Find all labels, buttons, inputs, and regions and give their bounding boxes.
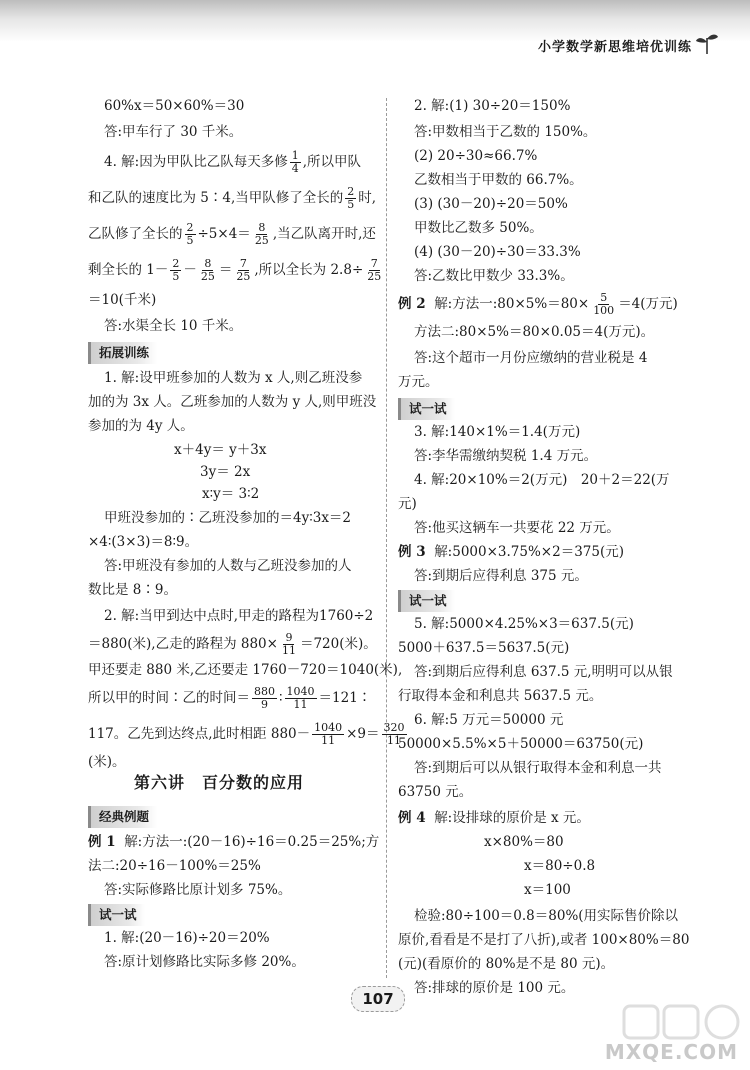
problem-4-line-3: 乙队修了全长的 $\frac{2}{5}$ ÷5×4＝ $\frac{8}{25}$ ,当乙队离开时,还 [88,221,376,247]
answer-line: 答:李华需缴纳契税 1.4 万元。 [414,448,598,464]
equation-line: x＋4y＝ y＋3x [174,442,267,458]
example-1-line-1: 例 1 解:方法一:(20－16)÷16＝0.25＝25%;方 [88,834,380,850]
fraction: $\frac{8}{25}$ [254,221,269,247]
problem-4-line-1: 4. 解:因为甲队比乙队每天多修 $\frac{1}{4}$ ,所以甲队 [104,149,362,175]
answer-line: 答:到期后应得利息 375 元。 [414,568,588,584]
section-tag-try-it: 试一试 [398,398,455,420]
section-tag-classic-examples: 经典例题 [88,806,157,828]
fraction: $\frac{7}{25}$ [367,257,382,283]
text-line: 6. 解:5 万元＝50000 元 [414,712,564,728]
answer-line: 答:他买这辆车一共要花 22 万元。 [414,520,620,536]
text-line: 4. 解:20×10%＝2(万元) 20＋2＝22(万 [414,472,670,488]
problem-4-line-4: 剩全长的 1－ $\frac{2}{5}$ － $\frac{8}{25}$ ＝ $\frac{7}{25}$ ,所以全长为 2.8÷ $\frac{7}{25}$ [88,257,382,283]
text-line: (2) 20÷30≈66.7% [414,148,538,164]
text-line: 1. 解:设甲班参加的人数为 x 人,则乙班没参 [104,370,363,386]
answer-line: 63750 元。 [398,784,473,800]
fraction: $\frac{5}{100}$ [593,291,615,317]
fraction: $\frac{7}{25}$ [236,257,251,283]
text-line: 所以甲的时间∶乙的时间＝ $\frac{880}{9}$ ∶ $\frac{1040}{11}$ ＝121∶ [88,685,372,711]
fraction: $\frac{9}{11}$ [281,631,296,657]
example-3-line-1: 例 3 解:5000×3.75%×2＝375(元) [398,544,624,560]
equation-line: x＝80÷0.8 [524,858,596,874]
answer-line: 答:乙数比甲数少 33.3%。 [414,268,574,284]
running-header-title: 小学数学新思维培优训练 [537,40,692,55]
example-2-line-1: 例 2 解:方法一:80×5%＝80× $\frac{5}{100}$ ＝4(万元) [398,291,678,317]
fraction: $\frac{1040}{11}$ [286,685,315,711]
example-label: 例 1 [88,834,116,850]
answer-line: 答:水渠全长 10 千米。 [104,318,243,334]
section-tag-extension-training: 拓展训练 [88,342,157,364]
fraction: $\frac{1040}{11}$ [314,721,343,747]
text-line: 60%x＝50×60%＝30 [104,98,245,114]
answer-line: 答:甲班没有参加的人数与乙班没参加的人 [104,558,352,574]
text-line: 原价,看看是不是打了八折),或者 100×80%＝80 [398,932,690,948]
text-line: ＝10(千米) [88,292,157,308]
text-line: 检验:80÷100＝0.8＝80%(用实际售价除以 [414,908,679,924]
answer-line: 答:到期后可以从银行取得本金和利息一共 [414,760,662,776]
section-tag-try-it: 试一试 [398,590,455,612]
fraction: $\frac{2}{5}$ [172,257,180,283]
answer-line: 答:原计划修路比实际多修 20%。 [104,954,305,970]
answer-line: 答:实际修路比原计划多 75%。 [104,882,292,898]
answer-line: 答:排球的原价是 100 元。 [414,980,575,996]
text-line: 甲班没参加的∶乙班没参加的＝4y∶3x＝2 [104,510,352,526]
text-line: ×4∶(3×3)＝8∶9。 [88,534,199,550]
example-4-line-1: 例 4 解:设排球的原价是 x 元。 [398,810,590,826]
answer-line: 行取得本金和利息共 5637.5 元。 [398,688,603,704]
watermark-url: MXQE.COM [604,1040,738,1064]
equation-line: x×80%＝80 [484,834,564,850]
text-line: 5000＋637.5＝5637.5(元) [398,640,570,656]
text-line: 方法二:80×5%＝80×0.05＝4(万元)。 [414,324,655,340]
problem-4-line-2: 和乙队的速度比为 5∶4,当甲队修了全长的 $\frac{2}{5}$ 时, [88,185,377,211]
chapter-title: 第六讲 百分数的应用 [134,773,305,792]
fraction: $\frac{8}{25}$ [200,257,215,283]
example-label: 例 3 [398,544,426,560]
text-line: 117。乙先到达终点,此时相距 880－ $\frac{1040}{11}$ ×9＝ $\frac{320}{11}$ [88,721,405,747]
page-number: 107 [351,986,405,1012]
equation-line: x＝100 [524,882,571,898]
sprout-icon [694,30,720,56]
text-line: 甲还要走 880 米,乙还要走 1760－720＝1040(米), [88,662,403,678]
text-line: (元)(看原价的 80%是不是 80 元)。 [398,956,615,972]
equation-line: x∶y＝ 3∶2 [202,486,260,502]
text-line: (米)。 [88,754,126,770]
text-line: 50000×5.5%×5＋50000＝63750(元) [398,736,644,752]
answer-line: 答:到期后应得利息 637.5 元,明明可以从银 [414,664,673,680]
fraction: $\frac{320}{11}$ [383,721,405,747]
watermark-logo-icon [622,1002,742,1042]
text-line: 参加的为 4y 人。 [88,418,194,434]
text-line: 5. 解:5000×4.25%×3＝637.5(元) [414,616,634,632]
text-line: 加的为 3x 人。乙班参加的人数为 y 人,则甲班没 [88,394,377,410]
answer-line: 答:甲数相当于乙数的 150%。 [414,124,597,140]
answer-line: 万元。 [398,374,439,390]
text-line: 3. 解:140×1%＝1.4(万元) [414,424,581,440]
equation-line: 3y＝ 2x [200,464,251,480]
example-label: 例 4 [398,810,426,826]
text-line: 法二:20÷16－100%＝25% [88,858,261,874]
section-tag-try-it: 试一试 [88,904,145,926]
fraction: $\frac{2}{5}$ [347,185,355,211]
fraction: $\frac{2}{5}$ [186,221,194,247]
answer-line: 数比是 8∶9。 [88,582,177,598]
text-line: (4) (30－20)÷30＝33.3% [414,244,581,260]
text-line: 甲数比乙数多 50%。 [414,220,543,236]
text-line: (3) (30－20)÷20＝50% [414,196,568,212]
fraction: $\frac{1}{4}$ [291,149,299,175]
example-label: 例 2 [398,296,426,312]
text-line: 2. 解:(1) 30÷20＝150% [414,98,571,114]
text-line: 乙数相当于甲数的 66.7%。 [414,172,583,188]
fraction: $\frac{880}{9}$ [254,685,275,711]
answer-line: 答:这个超市一月份应缴纳的营业税是 4 [414,350,648,366]
text-line: 1. 解:(20－16)÷20＝20% [104,930,270,946]
answer-line: 答:甲车行了 30 千米。 [104,124,243,140]
column-divider [386,98,387,978]
text-line: 2. 解:当甲到达中点时,甲走的路程为1760÷2 [104,608,374,624]
text-line: 元) [398,496,417,512]
text-line: ＝880(米),乙走的路程为 880× $\frac{9}{11}$ ＝720(米)。 [88,631,377,657]
